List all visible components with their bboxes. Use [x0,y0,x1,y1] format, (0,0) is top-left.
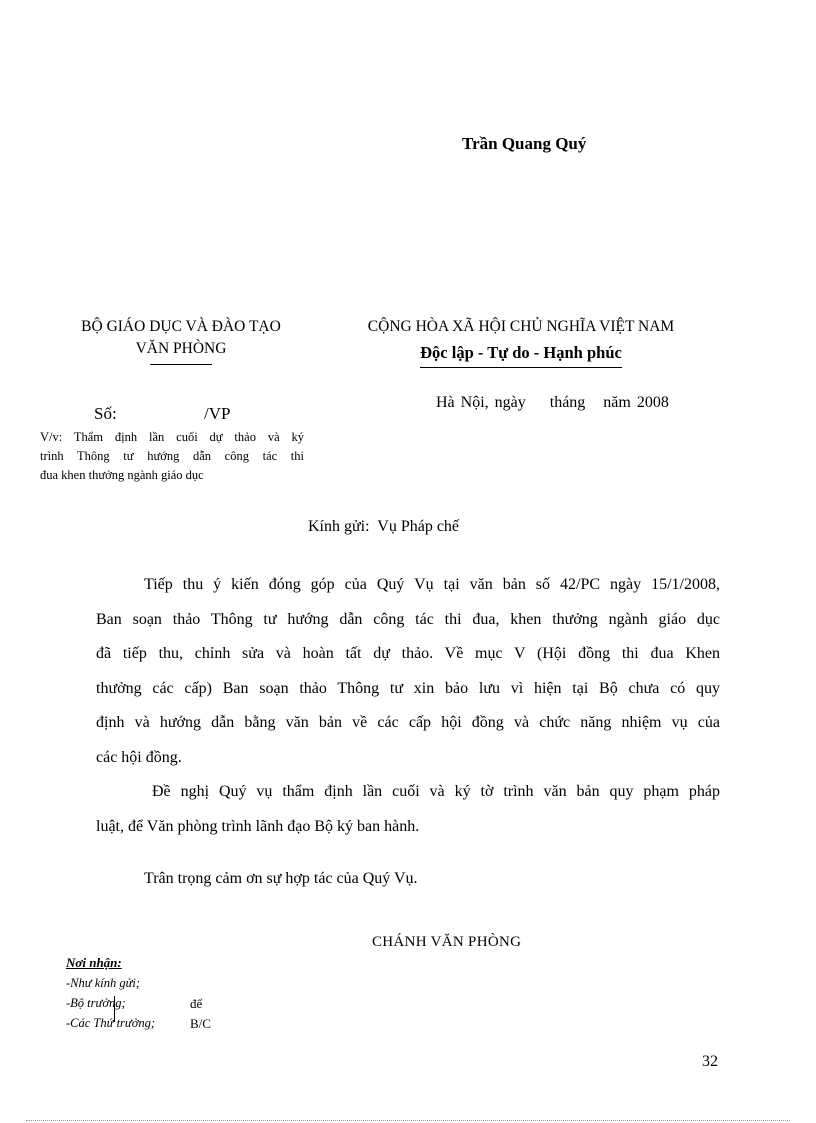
body-line: các hội đồng. [96,748,182,766]
signature-title: CHÁNH VĂN PHÒNG [372,934,522,950]
brace-note-line: B/C [190,1016,211,1031]
brace-note [190,994,211,1034]
subject-line: trình Thông tư hướng dẫn công tác thi [40,449,304,463]
paragraph-2 [96,775,720,844]
greeting: Kính gửi: Vụ Pháp chế [308,518,460,535]
page-number: 32 [702,1053,718,1070]
organization-header [56,316,306,365]
number-suffix: /VP [204,404,231,423]
national-header [326,316,716,368]
body-line: đã tiếp thu, chỉnh sửa và hoàn tất dự thảo. Về mục V (Hội đồng thi đua Khen [96,645,720,662]
body-line: luật, để Văn phòng trình lãnh đạo Bộ ký ban hành. [96,817,420,835]
office-name: VĂN PHÒNG [135,340,227,357]
national-motto: Độc lập - Tự do - Hạnh phúc [420,342,622,368]
body-line: Đề nghị Quý vụ thẩm định lần cuối và ký tờ trình văn bản quy phạm pháp [152,783,720,800]
subject [40,428,304,485]
org-underline [150,364,212,365]
body-line: thưởng các cấp) Ban soạn thảo Thông tư xin bảo lưu vì hiện tại Bộ chưa có quy [96,679,720,697]
paragraph-1 [96,568,720,775]
nation-name: CỘNG HÒA XÃ HỘI CHỦ NGHĨA VIỆT NAM [367,318,675,335]
body-line: Tiếp thu ý kiến đóng góp của Quý Vụ tại văn bản số 42/PC ngày 15/1/2008, [144,576,720,593]
brace-note-line: để [190,996,203,1011]
ministry-name: BỘ GIÁO DỤC VÀ ĐÀO TẠO [81,318,281,335]
place-date: Hà Nội, ngày tháng năm 2008 [436,394,669,411]
letter-body [96,568,720,844]
number-label: Số: [94,404,117,423]
recipient-item: -Các Thứ trưởng; [66,1016,156,1030]
recipient-brace [114,996,115,1022]
recipient-item: -Như kính gửi; [66,976,141,990]
body-line: định và hướng dẫn bằng văn bản về các cấp hội đồng và chức năng nhiệm vụ của [96,714,720,731]
document-number [94,404,231,424]
recipients-heading: Nơi nhận: [66,955,122,970]
subject-line: V/v: Thẩm định lần cuối dự thảo và ký [40,430,304,444]
closing-thanks: Trân trọng cảm ơn sự hợp tác của Quý Vụ. [144,870,418,887]
recipient-item: -Bộ trưởng; [66,996,126,1010]
body-line: Ban soạn thảo Thông tư hướng dẫn công tác thi đua, khen thưởng ngành giáo dục [96,610,720,628]
footer-divider [26,1120,790,1121]
recipients-block [66,953,155,1033]
subject-line: đua khen thưởng ngành giáo dục [40,468,204,482]
signer-name-top: Trần Quang Quý [462,134,587,153]
